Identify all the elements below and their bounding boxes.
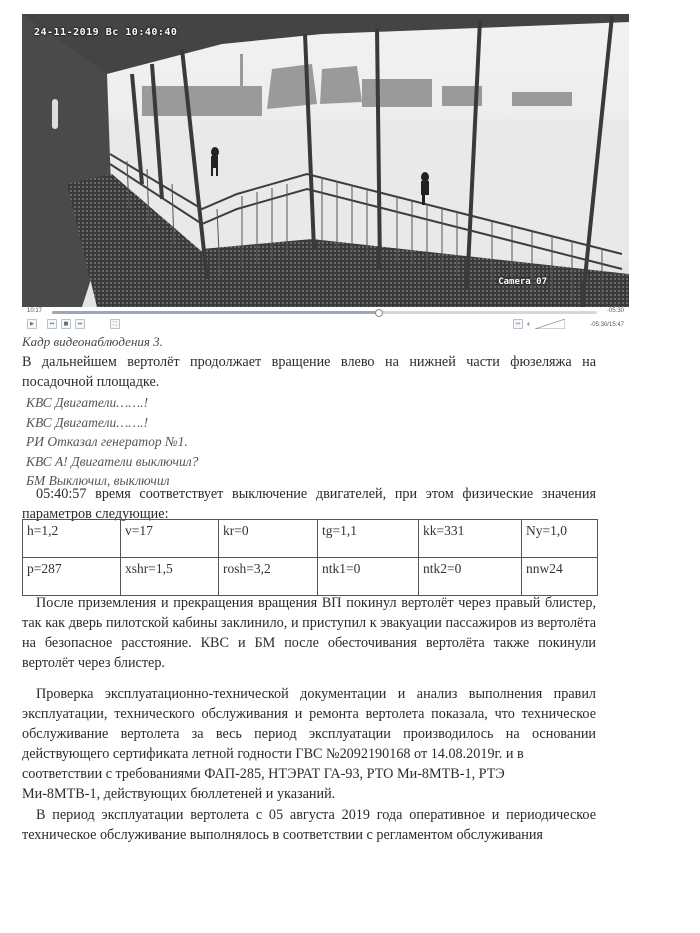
intro-paragraph: В дальнейшем вертолёт продолжает вращение влево на нижней части фюзеляжа на посадочной площадке.	[22, 354, 596, 390]
surveillance-video-frame	[22, 14, 629, 307]
remaining-time: -05:30	[606, 308, 624, 314]
seek-bar[interactable]	[52, 311, 597, 314]
shutdown-paragraph: 05:40:57 время соответствует выключение двигателей, при этом физические значения параметров следующие:	[22, 486, 596, 522]
inspection-line-requirements: соответствии с требованиями ФАП-285, НТЭРАТ ГА-93, РТО Ми-8МТВ-1, РТЭ	[22, 766, 505, 782]
table-cell: rosh=3,2	[219, 558, 318, 596]
dialog-line: КВС Двигатели…….!	[26, 414, 149, 430]
surveillance-scene	[22, 14, 629, 307]
table-cell: kr=0	[219, 520, 318, 558]
volume-level: 4	[527, 322, 530, 328]
maintenance-period-paragraph: В период эксплуатации вертолета с 05 августа 2019 года оперативное и периодическое техническое обслуживание выполнялось в соответствии с регламентом обслуживания	[22, 807, 596, 843]
play-icon[interactable]: ▶	[27, 319, 37, 329]
dialog-line: БМ Выключил, выключил	[26, 473, 170, 489]
seek-handle[interactable]	[375, 309, 383, 317]
table-row	[23, 520, 598, 558]
table-cell: p=287	[23, 558, 121, 596]
dialog-line: КВС Двигатели…….!	[26, 395, 149, 410]
next-frame-icon[interactable]: ⏭	[75, 319, 85, 329]
volume-slider[interactable]	[535, 319, 565, 329]
evacuation-paragraph: После приземления и прекращения вращения ВП покинул вертолёт через правый блистер, так как дверь пилотской кабины заклинило, и приступил к эвакуации пассажиров из вертолёта на безопасное расстояние. КВС и БМ после обесточивания вертолёта также покинули вертолёт через блистер.	[22, 595, 596, 671]
fullscreen-icon[interactable]: ⛶	[110, 319, 120, 329]
table-cell: ntk1=0	[318, 558, 419, 596]
dialog-line: КВС А! Двигатели выключил?	[26, 453, 199, 469]
table-cell: v=17	[121, 520, 219, 558]
dialog-line: РИ Отказал генератор №1.	[26, 434, 188, 450]
osd-datetime: 24-11-2019 Вс 10:40:40	[34, 27, 178, 38]
stop-icon[interactable]: ■	[61, 319, 71, 329]
table-cell: nnw24	[522, 558, 598, 596]
table-cell: h=1,2	[23, 520, 121, 558]
inspection-paragraph: Проверка эксплуатационно-технической документации и анализ выполнения правил эксплуатации, технического обслуживания и ремонта вертолета показала, что техническое обслуживание вертолета за весь период эксплуатации производилось на основании действующего сертификата летной годности ГВС №2092190168 от 14.08.2019г. и в	[22, 686, 596, 762]
table-cell: tg=1,1	[318, 520, 419, 558]
table-cell: ntk2=0	[419, 558, 522, 596]
table-cell: kk=331	[419, 520, 522, 558]
fit-width-icon[interactable]: ↔	[513, 319, 523, 329]
elapsed-time: 10:17	[27, 308, 43, 314]
inspection-line-bulletins: Ми-8МТВ-1, действующих бюллетеней и указаний.	[22, 786, 336, 802]
cockpit-dialog	[26, 393, 198, 491]
video-player-controls	[22, 307, 642, 333]
osd-camera-label: Camera 07	[498, 277, 547, 287]
table-cell: xshr=1,5	[121, 558, 219, 596]
seek-bar-fill	[52, 311, 379, 314]
table-row	[23, 558, 598, 596]
table-cell: Ny=1,0	[522, 520, 598, 558]
total-time: -05:30/15:47	[590, 322, 624, 328]
previous-frame-icon[interactable]: ⏮	[47, 319, 57, 329]
parameters-table	[22, 519, 598, 596]
figure-caption: Кадр видеонаблюдения 3.	[22, 334, 163, 349]
